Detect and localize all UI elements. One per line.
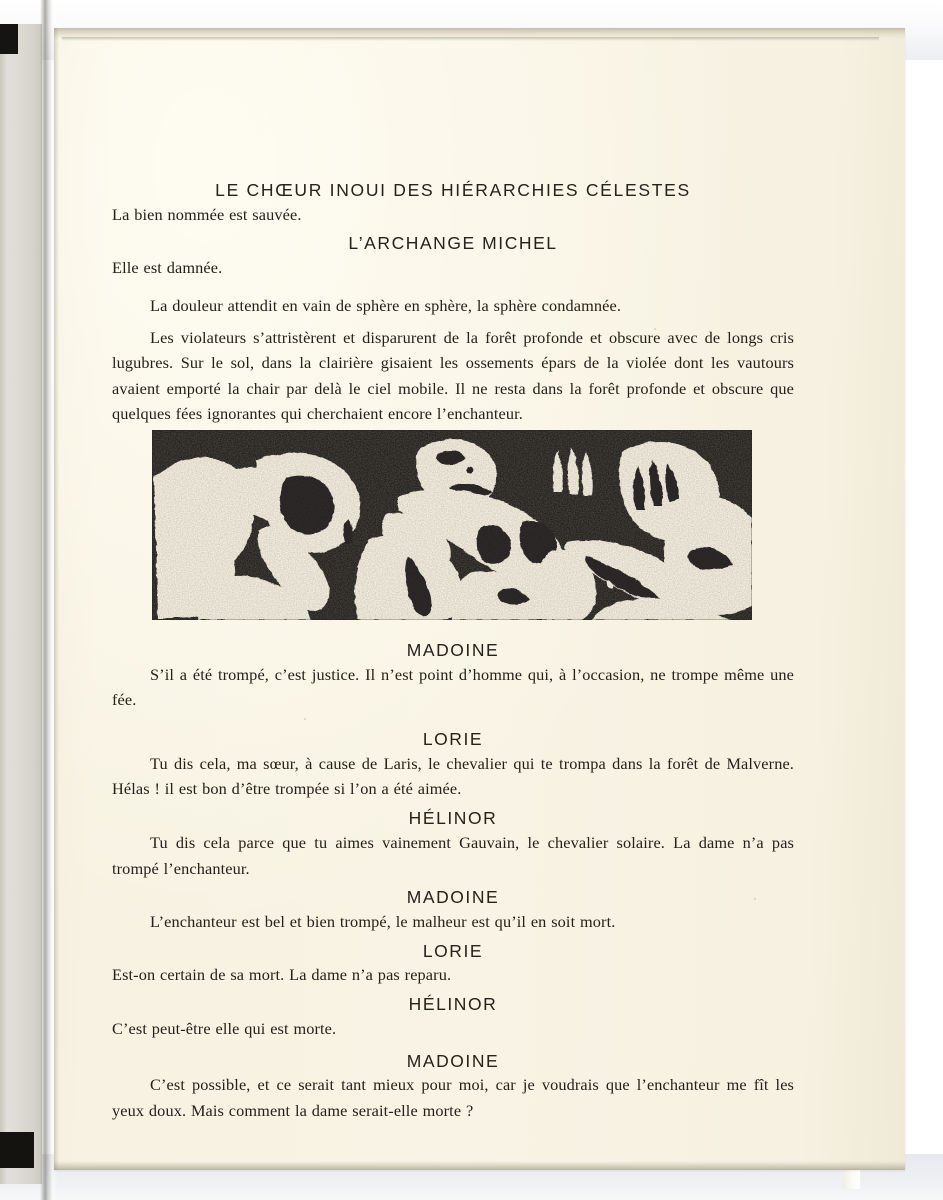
page-text-block: [112, 180, 794, 1124]
speaker-heading-madoine-2: MADOINE: [406, 887, 500, 908]
paragraph-helinor-1: Tu dis cela parce que tu aimes vainement Gauvain, le chevalier solaire. La dame n’a pas trompé l’enchanteur.: [112, 832, 794, 878]
speaker-heading-lorie-2: LORIE: [422, 940, 484, 961]
illustration-spacer: [112, 427, 794, 640]
speaker-heading-helinor-2: HÉLINOR: [408, 994, 498, 1015]
paragraph-madoine-2: L’enchanteur est bel et bien trompé, le malheur est qu’il en soit mort.: [150, 911, 616, 931]
speaker-heading-madoine-3: MADOINE: [406, 1050, 500, 1071]
paragraph-damnee: Elle est damnée.: [112, 258, 223, 278]
binding-dark-corner-top: [0, 24, 18, 54]
binding-dark-corner-bottom: [0, 1132, 34, 1168]
spacer: [112, 713, 794, 729]
paragraph-violateurs: Les violateurs s’attristèrent et disparurent de la forêt profonde et obscure avec de longs cris lugubres. Sur le sol, dans la clairière gisaient les ossements épars de la violée dont les vautours avaient emporté la chair par delà le ciel mobile. Il ne resta dans la forêt profonde et obscure que quelques fées ignorantes qui cherchaient encore l’enchanteur.: [112, 327, 794, 424]
paragraph-sauvee: La bien nommée est sauvée.: [112, 204, 302, 224]
paragraph-madoine-3: C’est possible, et ce serait tant mieux pour moi, car je voudrais que l’enchanteur me fît les yeux doux. Mais comment la dame serait-elle morte ?: [112, 1075, 794, 1120]
spacer: [112, 281, 794, 293]
paragraph-lorie-1: Tu dis cela, ma sœur, à cause de Laris, le chevalier qui te trompa dans la forêt de Malverne. Hélas ! il est bon d’être trompée si l’on a été aimée.: [112, 753, 794, 799]
speaker-heading-archange: L’ARCHANGE MICHEL: [348, 233, 558, 254]
book-binding-board: [0, 24, 42, 1184]
paragraph-madoine-1: S’il a été trompé, c’est justice. Il n’est point d’homme qui, à l’occasion, ne trompe même une fée.: [112, 664, 794, 710]
deckle-edge-left: [54, 28, 59, 1170]
paragraph-douleur: La douleur attendit en vain de sphère en sphère, la sphère condamnée.: [150, 295, 622, 315]
book-page-leaf: [54, 28, 905, 1170]
deckle-edge-top-secondary: [62, 37, 879, 41]
speaker-heading-madoine-1: MADOINE: [406, 639, 500, 660]
paragraph-lorie-2: Est-on certain de sa mort. La dame n’a pas reparu.: [112, 965, 452, 985]
spacer: [112, 1042, 794, 1051]
speaker-heading-helinor-1: HÉLINOR: [408, 808, 498, 829]
speaker-heading-lorie-1: LORIE: [422, 728, 484, 749]
deckle-edge-bottom: [54, 1161, 905, 1170]
speaker-heading-choeur: LE CHŒUR INOUI DES HIÉRARCHIES CÉLESTES: [215, 180, 691, 200]
paragraph-helinor-2: C’est peut-être elle qui est morte.: [112, 1018, 337, 1038]
